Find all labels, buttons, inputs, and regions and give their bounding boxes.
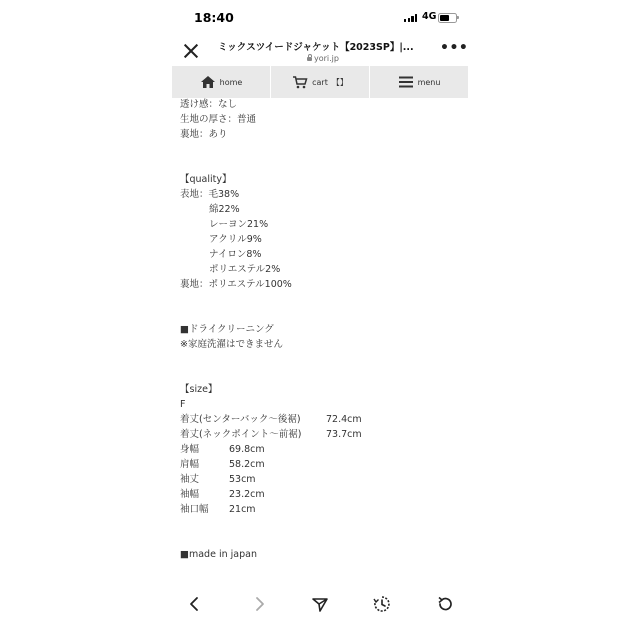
nav-menu-label: menu: [417, 77, 441, 87]
care-line: ■ドライクリーニング: [180, 324, 274, 335]
size-value: 69.8cm: [229, 444, 265, 455]
size-value: 72.4cm: [326, 414, 362, 425]
size-row: [180, 487, 460, 502]
back-arrow-icon[interactable]: [186, 595, 204, 613]
nav-cart-label: cart: [312, 77, 328, 87]
size-label: 着丈(ネックポイント〜前裾): [180, 429, 302, 440]
care-line: ※家庭洗濯はできません: [180, 339, 283, 350]
size-value: 23.2cm: [229, 489, 265, 500]
quality-lining: 裏地：ポリエステル100%: [180, 279, 292, 290]
size-value: 58.2cm: [229, 459, 265, 470]
quality-item: ナイロン8%: [209, 249, 262, 260]
quality-heading: 【quality】: [180, 174, 232, 185]
nav-home[interactable]: [172, 66, 271, 98]
text-line: 生地の厚さ：普通: [180, 114, 257, 125]
size-row: [180, 442, 460, 457]
size-row: [180, 412, 460, 427]
text-line: 裏地：あり: [180, 129, 228, 140]
text-line: 透け感：なし: [180, 99, 238, 110]
forward-arrow-icon[interactable]: [250, 595, 268, 613]
size-row: [180, 427, 460, 442]
domain-text: yori.jp: [314, 54, 339, 63]
nav-home-label: home: [219, 77, 243, 87]
close-icon[interactable]: [178, 38, 206, 64]
size-value: 53cm: [229, 474, 256, 485]
home-icon: [200, 75, 216, 89]
nav-cart[interactable]: [271, 66, 370, 98]
site-nav: [172, 66, 468, 98]
reload-icon[interactable]: [436, 595, 454, 613]
size-label: 肩幅: [180, 459, 200, 470]
size-row: [180, 457, 460, 472]
size-heading: 【size】: [180, 384, 218, 395]
size-value: 21cm: [229, 504, 256, 515]
size-label: 袖口幅: [180, 504, 209, 515]
network-type: 4G: [422, 11, 437, 22]
browser-toolbar: [172, 583, 468, 623]
product-description: [180, 97, 460, 562]
quality-item: アクリル9%: [209, 234, 262, 245]
size-label: 身幅: [180, 444, 200, 455]
size-value: 73.7cm: [326, 429, 362, 440]
battery-icon: [438, 13, 457, 23]
status-bar: [172, 0, 468, 34]
page-title: ミックスツイードジャケット【2023SP】|...: [218, 42, 414, 53]
quality-item: レーヨン21%: [209, 219, 269, 230]
size-name: F: [180, 399, 186, 410]
lock-icon: [307, 57, 312, 61]
history-icon[interactable]: [373, 595, 391, 613]
size-row: [180, 502, 460, 517]
more-options-icon[interactable]: •••: [440, 40, 468, 56]
quality-item: ポリエステル2%: [209, 264, 281, 275]
cart-icon: [292, 75, 308, 89]
size-row: [180, 472, 460, 487]
size-label: 袖丈: [180, 474, 200, 485]
origin-line: ■made in japan: [180, 549, 257, 560]
page-domain[interactable]: [218, 54, 428, 63]
quality-item: 綿22%: [209, 204, 240, 215]
signal-icon: [404, 14, 418, 22]
size-label: 袖幅: [180, 489, 200, 500]
browser-header: [172, 34, 468, 66]
clock: 18:40: [194, 10, 234, 25]
battery-cap: [457, 16, 459, 20]
nav-menu[interactable]: [370, 66, 468, 98]
share-icon[interactable]: [311, 595, 329, 613]
hamburger-icon: [398, 76, 414, 88]
cart-count: 【】: [331, 77, 348, 87]
size-label: 着丈(センターバック〜後裾): [180, 414, 301, 425]
quality-outer: 表地：毛38%: [180, 189, 240, 200]
phone-screen: [172, 0, 468, 640]
